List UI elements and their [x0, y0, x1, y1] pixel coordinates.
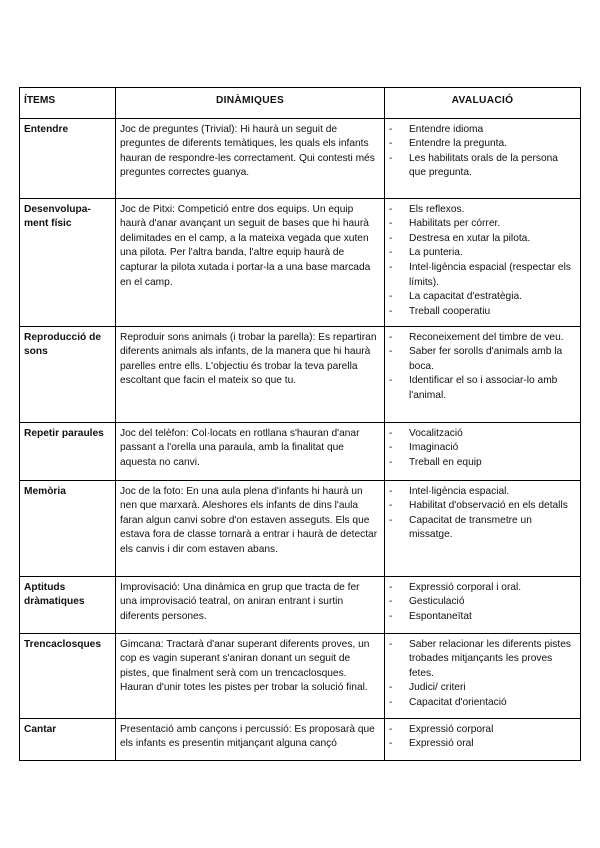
dinamica-cell: Reproduir sons animals (i trobar la parella): Es repartiran diferents animals als infants, de la manera que hi haurà parelles entre ells. L'objectiu és trobar la teva parella escoltant que facin el mateix so que tu.: [116, 326, 385, 422]
avaluacio-cell: [385, 633, 581, 718]
item-cell: Repetir paraules: [20, 422, 116, 480]
list-item: - Saber fer sorolls d'animals amb la boca.: [389, 345, 574, 374]
list-item: - La capacitat d'estratègia.: [389, 290, 574, 305]
dinamica-cell: Joc del telèfon: Col·locats en rotllana s'hauran d'anar passant a l'orella una paraula, amb la finalitat que aquesta no canvi.: [116, 422, 385, 480]
criteria-list: [389, 638, 574, 711]
header-dinamiques: DINÀMIQUES: [116, 88, 385, 119]
criteria-list: [389, 581, 574, 625]
list-item: - Els reflexos.: [389, 203, 574, 218]
list-item: - Expressió corporal i oral.: [389, 581, 574, 596]
table-row: [20, 633, 581, 718]
list-item: - La punteria.: [389, 246, 574, 261]
list-item: - Expressió oral: [389, 737, 574, 752]
list-item: - Habilitats per córrer.: [389, 217, 574, 232]
item-cell: Reproducció de sons: [20, 326, 116, 422]
criteria-list: [389, 331, 574, 404]
avaluacio-cell: [385, 576, 581, 633]
list-item: - Reconeixement del timbre de veu.: [389, 331, 574, 346]
dinamica-cell: Joc de la foto: En una aula plena d'infants hi haurà un nen que marxarà. Aleshores els infants de dins l'aula faran algun canvi sobre d'on estaven asseguts. Els que estava fora de classe tornarà a entrar i haurà de detectar els canvis i dir com estaven abans.: [116, 480, 385, 576]
list-item: - Espontaneïtat: [389, 610, 574, 625]
item-cell: Aptituds dràmatiques: [20, 576, 116, 633]
list-item: - Judici/ criteri: [389, 681, 574, 696]
table-row: [20, 326, 581, 422]
item-cell: Trencaclosques: [20, 633, 116, 718]
avaluacio-cell: [385, 198, 581, 326]
list-item: - Entendre la pregunta.: [389, 137, 574, 152]
list-item: - Vocalització: [389, 427, 574, 442]
item-cell: Memòria: [20, 480, 116, 576]
avaluacio-cell: [385, 480, 581, 576]
list-item: - Saber relacionar les diferents pistes trobades mitjançants les proves fetes.: [389, 638, 574, 682]
avaluacio-cell: [385, 422, 581, 480]
list-item: - Treball cooperatiu: [389, 305, 574, 320]
criteria-list: [389, 485, 574, 543]
list-item: - Entendre idioma: [389, 123, 574, 138]
list-item: - Les habilitats orals de la persona que pregunta.: [389, 152, 574, 181]
avaluacio-cell: [385, 326, 581, 422]
list-item: - Expressió corporal: [389, 723, 574, 738]
table-row: [20, 118, 581, 198]
items-table: [19, 87, 581, 761]
list-item: - Capacitat d'orientació: [389, 696, 574, 711]
table-row: [20, 576, 581, 633]
list-item: - Gesticulació: [389, 595, 574, 610]
header-avaluacio: AVALUACIÓ: [385, 88, 581, 119]
dinamica-cell: Presentació amb cançons i percussió: Es proposarà que els infants es presentin mitjançant alguna cançó: [116, 718, 385, 760]
dinamica-cell: Gimcana: Tractarà d'anar superant diferents proves, un cop es vagin superant s'aniran donant un seguit de pistes, que finalment serà com un trencaclosques. Hauran d'unir totes les pistes per trobar la solució final.: [116, 633, 385, 718]
list-item: - Treball en equip: [389, 456, 574, 471]
item-cell: Cantar: [20, 718, 116, 760]
list-item: - Capacitat de transmetre un missatge.: [389, 514, 574, 543]
item-cell: Entendre: [20, 118, 116, 198]
list-item: - Imaginació: [389, 441, 574, 456]
list-item: - Identificar el so i associar-lo amb l'animal.: [389, 374, 574, 403]
item-cell: Desenvolupa-ment físic: [20, 198, 116, 326]
criteria-list: [389, 427, 574, 471]
criteria-list: [389, 203, 574, 320]
list-item: - Habilitat d'observació en els detalls: [389, 499, 574, 514]
list-item: - Intel·ligència espacial (respectar els límits).: [389, 261, 574, 290]
list-item: - Destresa en xutar la pilota.: [389, 232, 574, 247]
avaluacio-cell: [385, 718, 581, 760]
list-item: - Intel·ligència espacial.: [389, 485, 574, 500]
dinamica-cell: Joc de preguntes (Trivial): Hi haurà un seguit de preguntes de diferents temàtiques, les quals els infants hauran de respondre-les correctament. Qui contesti més preguntes correctes guanya.: [116, 118, 385, 198]
table-row: [20, 718, 581, 760]
header-items: ÍTEMS: [20, 88, 116, 119]
criteria-list: [389, 723, 574, 752]
table-row: [20, 198, 581, 326]
avaluacio-cell: [385, 118, 581, 198]
table-row: [20, 480, 581, 576]
dinamica-cell: Joc de Pitxi: Competició entre dos equips. Un equip haurà d'anar avançant un seguit de bases que hi haurà delimitades en el camp, a la mateixa vegada que xuten una pilota. Per l'altra banda, l'altre equip haurà de capturar la pilota xutada i portar-la a una base marcada en el camp.: [116, 198, 385, 326]
dinamica-cell: Improvisació: Una dinàmica en grup que tracta de fer una improvisació teatral, on aniran entrant i surtin diferents persones.: [116, 576, 385, 633]
criteria-list: [389, 123, 574, 181]
table-row: [20, 422, 581, 480]
header-row: [20, 88, 581, 119]
